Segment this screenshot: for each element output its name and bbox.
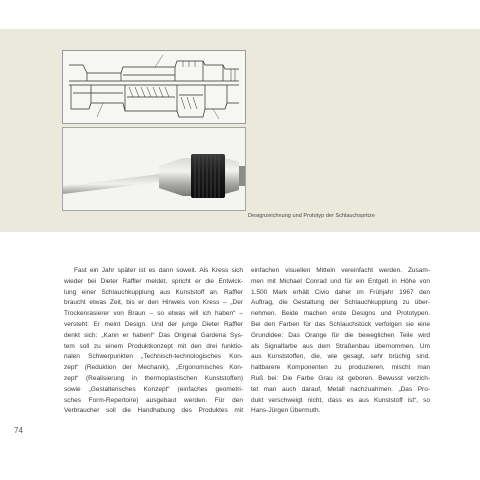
text-line: Fast ein Jahr später ist es dann soweit. Als Kress sich — [74, 267, 243, 274]
text-line: denkt sich: „Kann er haben!“ Das Original Gardena Sys- — [64, 331, 243, 339]
text-line: Hans-Jürgen Übermuth. — [251, 407, 321, 415]
text-line: Bei den Farben für das Schlauchstück verfolgen sie eine — [251, 320, 430, 328]
prototype-photo — [62, 127, 246, 211]
text-line: haltbarere Komponenten zu produzieren, mischt man — [251, 364, 430, 372]
design-drawing — [62, 50, 246, 124]
text-line: Grundidee: Das Orange für die beweglichen Teile wird — [251, 331, 430, 339]
text-line: als Signalfarbe aus dem Straßenbau übernommen. Um — [251, 342, 430, 350]
text-line: Verbraucher soll die Handhabung des Produktes mit — [64, 407, 243, 415]
text-line: men mit Michael Conrad und für ein Entgelt in Höhe von — [251, 277, 430, 285]
page-number: 74 — [14, 426, 23, 435]
text-line: einfachen visuellen Mitteln vereinfacht werden. Zusam- — [251, 267, 430, 274]
figure-caption: Designzeichnung und Prototyp der Schlauchspritze — [248, 213, 375, 219]
text-line: Ruß bei: Die Farbe Grau ist geboren. Bewusst verzich- — [251, 374, 430, 382]
text-line: lung einer Schlauchkupplung aus Kunststoff an. Raffler — [64, 288, 243, 296]
text-line: tem soll zu einem Produktkonzept mit den drei funktio- — [64, 342, 243, 350]
text-line: Trockenrasierer von Braun – so etwas will ich haben“ – — [64, 310, 243, 318]
text-line: versteht: Er meint Design. Und der junge Dieter Raffler — [64, 320, 243, 328]
prototype-photo-svg — [63, 128, 245, 210]
text-line: braucht etwas Zeit, bis er den Hinweis von Kress – „Der — [64, 299, 243, 307]
text-line: nalen Schwerpunkten „Technisch-technologisches Kon- — [64, 353, 243, 361]
text-line: nehmen. Beide machen erste Designs und Prototypen. — [251, 310, 430, 318]
text-line: zept“ (Reduktion der Mechanik), „Ergonomisches Kon- — [64, 364, 243, 372]
hose-nozzle-drawing-svg — [63, 51, 245, 123]
text-line: sowie „Gestalterisches Konzept“ (einfaches geometri- — [64, 385, 243, 393]
text-line: zept“ (Realisierung in thermoplastischen Kunststoffen) — [64, 374, 243, 382]
text-line: tet man auch darauf, Metall nachzuahmen. „Das Pro- — [251, 385, 430, 393]
body-text-right-column — [251, 266, 430, 417]
text-line: wieder bei Dieter Raffler meldet, spricht er die Entwick- — [64, 277, 243, 285]
text-line: sches Form-Repertoire) ausgebaut werden. Für den — [64, 396, 243, 404]
text-line: 1.500 Mark erhält Civio daher im Frühjahr 1967 den — [251, 288, 430, 296]
text-line: Auftrag, die Gestaltung der Schlauchkupplung zu über- — [251, 299, 430, 307]
text-line: aus Kunststoffen, die, wie gesagt, sehr brüchig sind, — [251, 353, 430, 361]
body-text-left-column — [64, 266, 243, 417]
text-line: dukt verschweigt nicht, dass es aus Kunststoff ist“, so — [251, 396, 430, 404]
